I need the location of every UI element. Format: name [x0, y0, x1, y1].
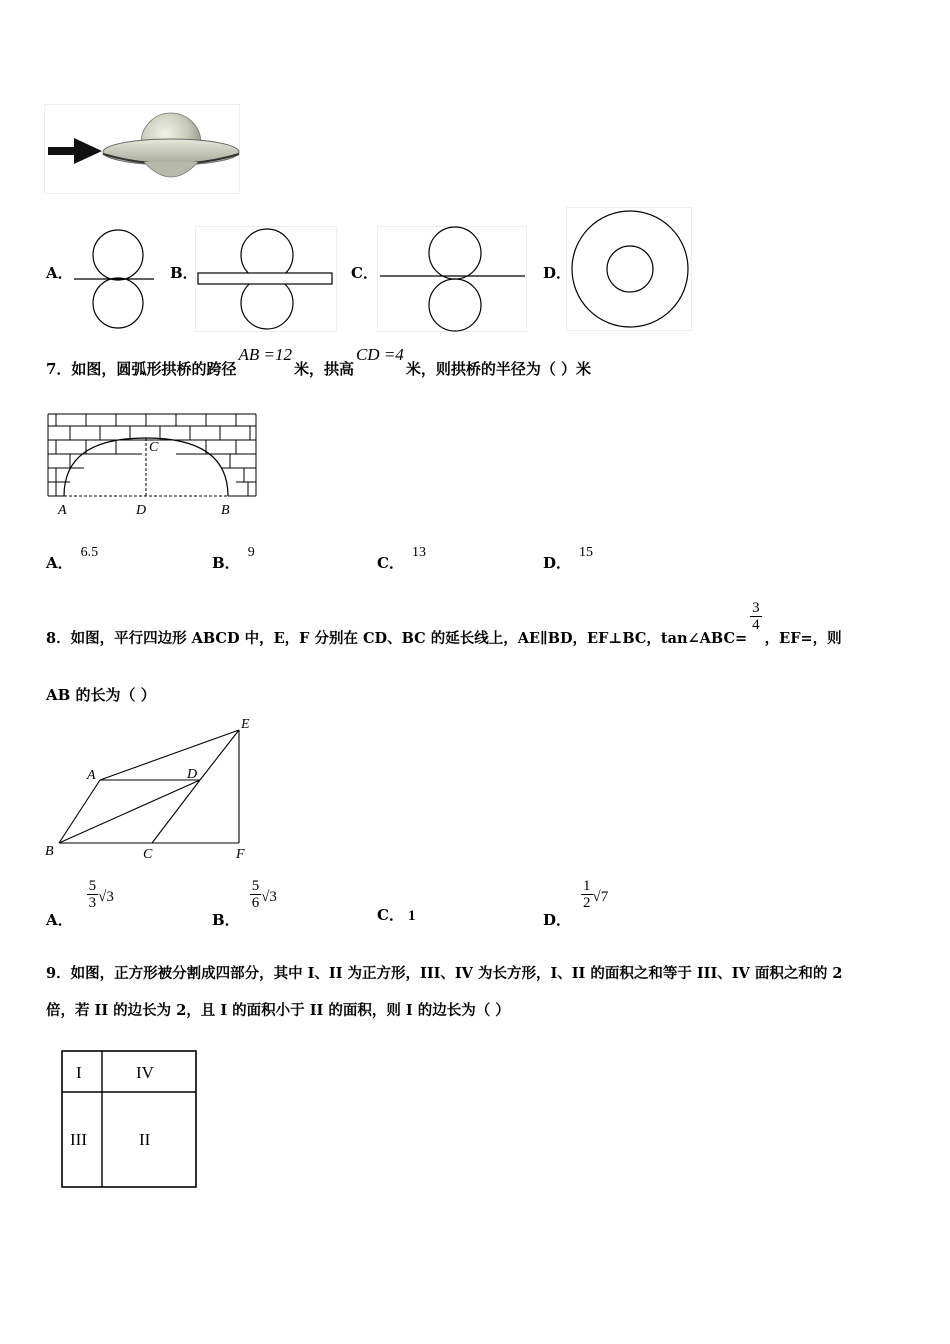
q7-option-d[interactable]: D．15	[543, 545, 594, 572]
q9-label-iv: IV	[136, 1063, 154, 1082]
q8-option-d[interactable]: D． $\frac{1}{2}$ √7	[543, 878, 609, 929]
q8-parallelogram-figure	[40, 712, 260, 864]
q6-option-a-label[interactable]: A．	[46, 264, 73, 282]
q8-tan-fraction: $\frac{3}{4}$	[752, 600, 760, 633]
q6-option-d-label[interactable]: D．	[543, 264, 572, 282]
q8-label-e: E	[241, 717, 250, 732]
q6-option-c-label[interactable]: C．	[351, 264, 378, 282]
q8-option-c[interactable]: C． 1	[377, 906, 416, 924]
q7-option-c[interactable]: C．13	[377, 545, 426, 572]
q8-label-f: F	[236, 847, 245, 862]
q6-solid-figure	[44, 104, 240, 194]
q8-label-b: B	[45, 844, 54, 859]
q7-option-b[interactable]: B．9	[212, 545, 255, 572]
q9-label-iii: III	[70, 1130, 87, 1149]
q8-option-b[interactable]: B． $\frac{5}{6}$ √3	[212, 878, 277, 929]
q8-question-line2: AB 的长为（ ）	[46, 686, 156, 704]
arrow-icon	[48, 138, 102, 164]
q7-label-b: B	[221, 503, 230, 518]
q7-label-c: C	[149, 440, 159, 455]
q7-label-a: A	[58, 503, 67, 518]
q9-question-line1: 9．如图，正方形被分割成四部分，其中 I、II 为正方形，III、IV 为长方形，I、II 的面积之和等于 III、IV 面积之和的 2	[46, 965, 843, 982]
q7-question-text: 7．如图，圆弧形拱桥的跨径AB =12米，拱高CD =4米，则拱桥的半径为（ ）米	[46, 345, 592, 378]
q6-option-b-label[interactable]: B．	[170, 264, 198, 282]
q6-option-a-figure	[70, 228, 156, 330]
q7-option-a[interactable]: A．6.5	[46, 545, 99, 572]
q6-option-b-figure	[195, 226, 337, 332]
q8-label-d: D	[187, 767, 198, 782]
q6-option-c-figure	[377, 226, 527, 332]
q7-label-d: D	[136, 503, 147, 518]
q7-ab-expression: AB =12	[238, 345, 292, 364]
q7-arch-bridge-figure	[44, 410, 260, 520]
q8-label-c: C	[143, 847, 153, 862]
q9-label-ii: II	[139, 1130, 151, 1149]
q7-cd-expression: CD =4	[355, 345, 404, 364]
q6-option-d-figure	[566, 207, 692, 331]
q9-label-i: I	[76, 1063, 82, 1082]
q8-label-a: A	[87, 768, 96, 783]
q9-question-line2: 倍，若 II 的边长为 2，且 I 的面积小于 II 的面积，则 I 的边长为（ ）	[46, 1002, 510, 1019]
q8-question-line1: 8．如图，平行四边形 ABCD 中，E，F 分别在 CD、BC 的延长线上，AE∥BD，EF⊥BC，tan∠ABC= $\frac{3}{4}$ ，EF=，则	[46, 600, 842, 647]
q8-option-a[interactable]: A． $\frac{5}{3}$ √3	[46, 878, 114, 929]
q9-square-figure	[58, 1047, 202, 1193]
